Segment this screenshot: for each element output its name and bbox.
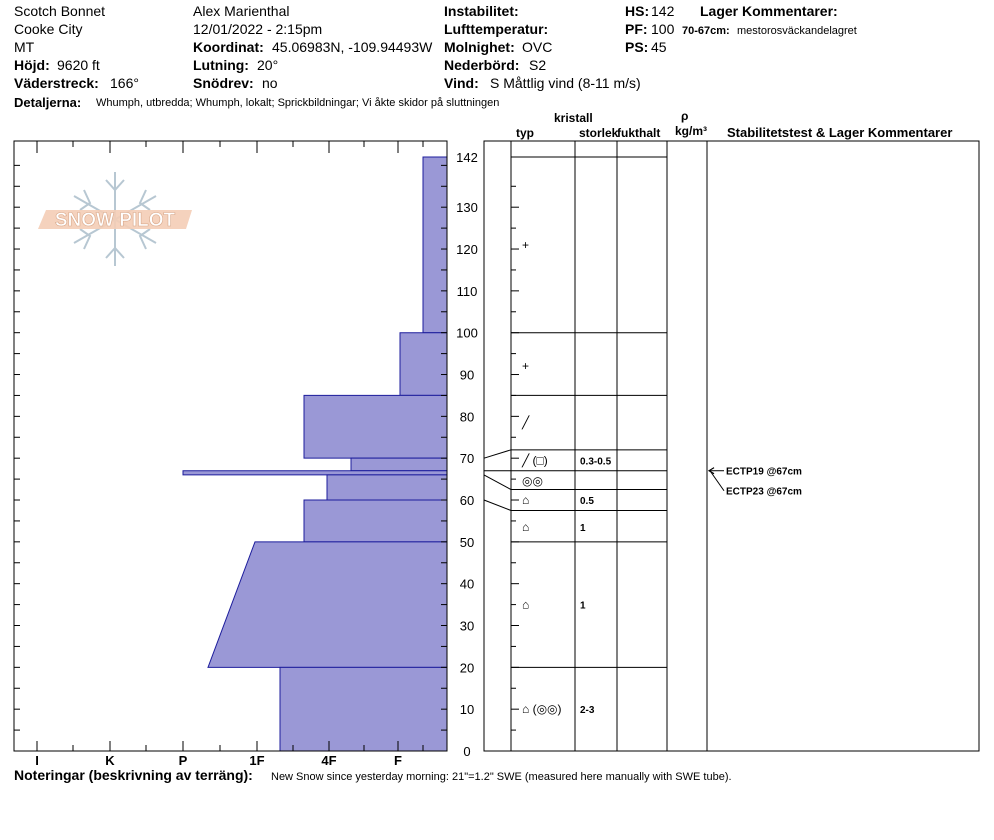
grain-type-3: ╱ (□) (522, 453, 548, 468)
boundary-connector-0 (484, 450, 511, 458)
location: Scotch Bonnet (14, 3, 106, 19)
stability-arrow-line-1 (710, 471, 724, 491)
grain-size-8: 2-3 (580, 705, 595, 717)
hardness-label-4F: 4F (321, 753, 337, 768)
hardness-bar-7 (208, 542, 447, 667)
layer-comment-text: mestorosväckandelagret (737, 25, 857, 37)
grain-type-6: ⌂ (522, 520, 530, 535)
sky-value: OVC (522, 39, 553, 55)
layer-comments-label: Lager Kommentarer: (700, 3, 838, 19)
hardness-bar-6 (304, 500, 447, 542)
hardness-bar-2 (304, 395, 447, 458)
grain-type-1: + (522, 359, 530, 374)
drift-value: no (262, 75, 278, 91)
elevation-label: Höjd: (14, 57, 50, 73)
depth-label-0: 0 (463, 744, 471, 759)
hardness-bar-4 (183, 471, 447, 475)
grain-type-7: ⌂ (522, 597, 530, 612)
grain-size-7: 1 (580, 600, 586, 612)
depth-label-142: 142 (456, 150, 478, 165)
notes-label: Noteringar (beskrivning av terräng): (14, 767, 253, 783)
slope-label: Lutning: (193, 57, 249, 73)
hardness-bar-8 (280, 667, 447, 751)
hardness-label-P: P (178, 753, 188, 768)
depth-label-70: 70 (459, 451, 475, 467)
grain-type-2: ╱ (522, 415, 530, 430)
boundary-connector-2 (484, 475, 511, 490)
hardness-bar-3 (351, 458, 447, 471)
aspect-value: 166° (110, 75, 139, 91)
pf-value: 100 (651, 21, 675, 37)
col-crystal: kristall (554, 111, 593, 125)
state: MT (14, 39, 35, 55)
depth-label-130: 130 (456, 200, 478, 216)
logo-text: SNOW PILOT (54, 210, 176, 231)
grain-type-0: + (522, 237, 530, 252)
slope-value: 20° (257, 57, 279, 73)
hardness-label-I: I (35, 753, 39, 768)
layer-comment-depth: 70-67cm: (682, 25, 730, 37)
depth-label-80: 80 (459, 409, 475, 425)
grain-size-3: 0.3-0.5 (580, 456, 612, 468)
coord-value: 45.06983N, -109.94493W (272, 39, 433, 55)
col-size: storlek (579, 126, 619, 140)
grain-size-6: 1 (580, 523, 586, 535)
depth-label-60: 60 (459, 493, 475, 509)
coord-label: Koordinat: (193, 39, 264, 55)
precip-value: S2 (529, 57, 547, 73)
airtemp-label: Lufttemperatur: (444, 21, 549, 37)
pf-label: PF: (625, 21, 648, 37)
depth-label-50: 50 (459, 534, 475, 550)
stability-test-0: ECTP19 @67cm (726, 466, 802, 478)
sky-label: Molnighet: (444, 39, 515, 55)
details-value: Whumph, utbredda; Whumph, lokalt; Sprickbildningar; Vi åkte skidor på sluttningen (96, 97, 500, 109)
datetime: 12/01/2022 - 2:15pm (193, 21, 323, 37)
depth-label-40: 40 (459, 576, 475, 592)
snowpilot-logo (38, 172, 192, 266)
hs-label: HS: (625, 3, 650, 19)
depth-label-20: 20 (459, 660, 475, 676)
grain-size-5: 0.5 (580, 496, 594, 508)
instability-label: Instabilitet: (444, 3, 519, 19)
depth-label-110: 110 (456, 283, 478, 299)
drift-label: Snödrev: (193, 75, 254, 91)
col-moisture: fukthalt (617, 126, 661, 140)
depth-label-120: 120 (456, 242, 478, 258)
depth-label-10: 10 (459, 702, 475, 718)
depth-label-100: 100 (456, 325, 478, 341)
ps-label: PS: (625, 39, 649, 55)
observer: Alex Marienthal (193, 3, 290, 19)
precip-label: Nederbörd: (444, 57, 520, 73)
notes-value: New Snow since yesterday morning: 21"=1.2" SWE (measured here manually with SWE tube). (271, 771, 732, 783)
depth-label-90: 90 (459, 367, 475, 383)
depth-label-30: 30 (459, 618, 475, 634)
col-type: typ (516, 126, 534, 140)
hardness-label-K: K (105, 753, 115, 768)
col-rho: ρ (681, 109, 689, 123)
wind-label: Vind: (444, 75, 479, 91)
layer-table-frame (484, 141, 979, 751)
boundary-connector-3 (484, 500, 511, 510)
grain-type-5: ⌂ (522, 493, 530, 508)
grain-type-4: ◎◎ (522, 474, 543, 489)
col-stability: Stabilitetstest & Lager Kommentarer (727, 125, 953, 140)
stability-test-1: ECTP23 @67cm (726, 486, 802, 498)
details-label: Detaljerna: (14, 95, 82, 110)
aspect-label: Väderstreck: (14, 75, 99, 91)
col-density-unit: kg/m³ (675, 124, 708, 138)
hardness-bar-0 (423, 157, 447, 333)
hs-value: 142 (651, 3, 675, 19)
hardness-label-F: F (394, 753, 402, 768)
city: Cooke City (14, 21, 83, 37)
hardness-label-1F: 1F (249, 753, 265, 768)
grain-type-8: ⌂ (◎◎) (522, 702, 562, 717)
ps-value: 45 (651, 39, 667, 55)
wind-value: S Måttlig vind (8-11 m/s) (490, 75, 641, 91)
elevation-value: 9620 ft (57, 57, 100, 73)
hardness-bar-1 (400, 333, 447, 396)
hardness-bar-5 (327, 475, 447, 500)
